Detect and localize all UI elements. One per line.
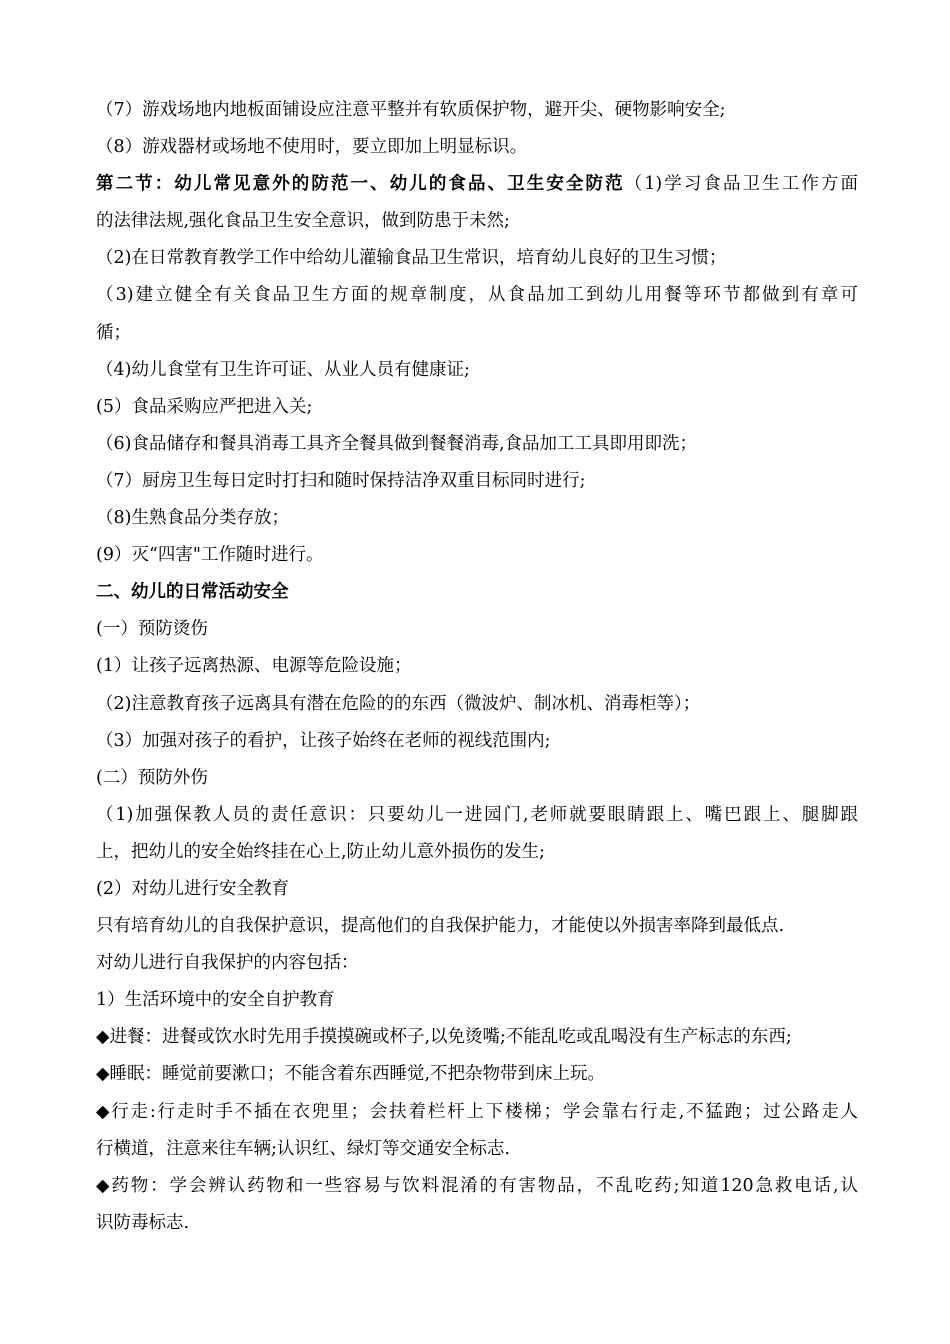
paragraph-line: （6)食品储存和餐具消毒工具齐全餐具做到餐餐消毒,食品加工工具即用即洗； [96,433,698,454]
section-heading: 第二节：幼儿常见意外的防范一、幼儿的食品、卫生安全防范 [96,174,625,195]
paragraph-line: (二）预防外伤 [96,767,208,788]
paragraph-line: （3)建立健全有关食品卫生方面的规章制度，从食品加工到幼儿用餐等环节都做到有章可 [96,285,858,306]
paragraph-line: （8)生熟食品分类存放； [96,508,289,529]
paragraph-line: (1）让孩子远离热源、电源等危险设施； [96,656,412,677]
paragraph-line: ◆进餐：进餐或饮水时先用手摸摸碗或杯子,以免烫嘴;不能乱吃或乱喝没有生产标志的东西; [96,1027,792,1048]
paragraph-line: ◆药物：学会辨认药物和一些容易与饮料混淆的有害物品，不乱吃药;知道120急救电话,认 [96,1175,858,1196]
paragraph-line: （1)加强保教人员的责任意识：只要幼儿一进园门,老师就要眼睛跟上、嘴巴跟上、腿脚跟 [96,804,858,825]
paragraph-line: (一）预防烫伤 [96,619,208,640]
paragraph-line: ◆行走:行走时手不插在衣兜里；会扶着栏杆上下楼梯；学会靠右行走,不猛跑；过公路走人 [96,1101,858,1122]
paragraph-line: （8）游戏器材或场地不使用时，要立即加上明显标识。 [96,137,528,158]
section-heading: 二、幼儿的日常活动安全 [96,582,289,603]
paragraph-line: （2)在日常教育教学工作中给幼儿灌输食品卫生常识，培育幼儿良好的卫生习惯； [96,248,727,269]
paragraph-line: （3）加强对孩子的看护，让孩子始终在老师的视线范围内; [96,730,551,751]
document-page [96,92,858,1242]
paragraph-line: （7）游戏场地内地板面铺设应注意平整并有软质保护物，避开尖、硬物影响安全; [96,100,726,120]
paragraph-line: 对幼儿进行自我保护的内容包括： [96,953,359,974]
paragraph-line: （7）厨房卫生每日定时打扫和随时保持洁净双重目标同时进行; [96,470,586,491]
paragraph-line: 只有培育幼儿的自我保护意识，提高他们的自我保护能力，才能使以外损害率降到最低点. [96,916,785,937]
paragraph-line: 上，把幼儿的安全始终挂在心上,防止幼儿意外损伤的发生; [96,841,545,862]
paragraph-line: ◆睡眠：睡觉前要漱口；不能含着东西睡觉,不把杂物带到床上玩。 [96,1064,606,1085]
paragraph-line: （2)注意教育孩子远离具有潜在危险的的东西（微波炉、制冰机、消毒柜等）； [96,693,701,714]
paragraph-line: 循； [96,322,131,343]
paragraph-line: 的法律法规,强化食品卫生安全意识，做到防患于未然; [96,211,510,232]
paragraph-line: 识防毒标志. [96,1212,190,1233]
paragraph-line: (5）食品采购应严把进入关; [96,396,313,417]
paragraph-line: （4)幼儿食堂有卫生许可证、从业人员有健康证; [96,359,470,380]
section-heading-line [96,574,858,611]
paragraph-line: 1）生活环境中的安全自护教育 [96,990,335,1011]
paragraph-line: 行横道，注意来往车辆;认识红、绿灯等交通安全标志. [96,1138,510,1159]
paragraph-line: (9）灭“四害"工作随时进行。 [96,545,324,566]
paragraph-line: (2）对幼儿进行安全教育 [96,878,289,899]
section-heading-line: 第二节：幼儿常见意外的防范一、幼儿的食品、卫生安全防范（1)学习食品卫生工作方面 [96,174,858,195]
